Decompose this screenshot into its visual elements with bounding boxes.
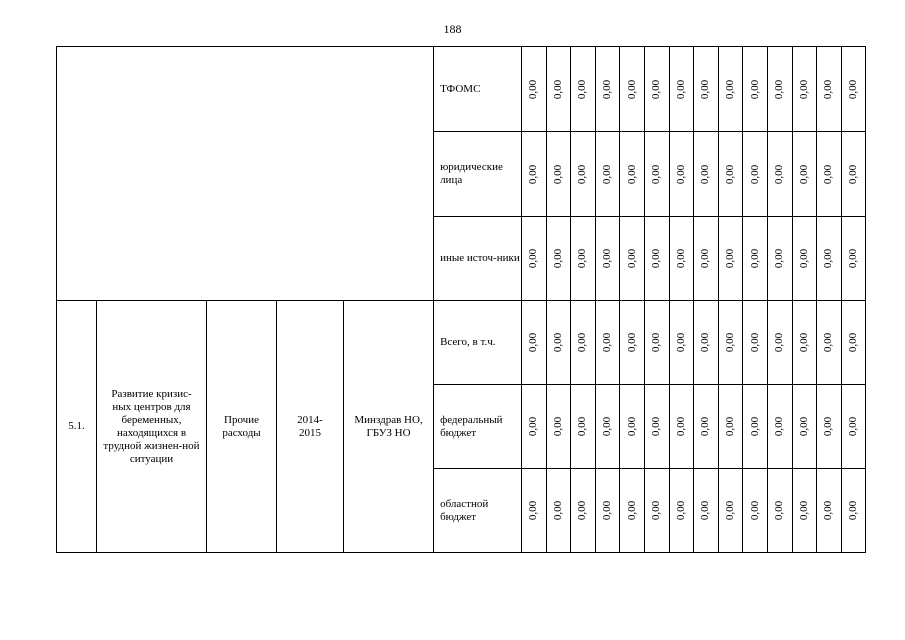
value-cell	[571, 301, 596, 385]
value-text: 0,00	[797, 332, 810, 353]
value-text: 0,00	[773, 248, 786, 269]
value-text: 0,00	[551, 248, 564, 269]
value-text: 0,00	[527, 416, 540, 437]
value-text: 0,00	[773, 332, 786, 353]
item-number-cell: 5.1.	[57, 301, 97, 553]
executor-cell: Минздрав НО, ГБУЗ НО	[344, 301, 434, 553]
value-cell	[694, 132, 719, 217]
value-text: 0,00	[674, 500, 687, 521]
value-text: 0,00	[551, 79, 564, 99]
value-text: 0,00	[699, 79, 712, 99]
value-text: 0,00	[625, 500, 638, 521]
value-text: 0,00	[773, 79, 786, 99]
funding-source-cell: иные источ-ники	[434, 217, 522, 301]
value-text: 0,00	[748, 500, 761, 521]
value-text: 0,00	[773, 416, 786, 437]
value-text: 0,00	[625, 416, 638, 437]
value-text: 0,00	[748, 79, 761, 99]
value-cell	[718, 217, 743, 301]
value-cell	[792, 47, 817, 132]
value-cell	[620, 217, 645, 301]
value-cell	[694, 385, 719, 469]
value-cell	[792, 385, 817, 469]
value-cell	[743, 469, 768, 553]
value-text: 0,00	[847, 500, 860, 521]
value-text: 0,00	[822, 79, 835, 99]
value-text: 0,00	[797, 79, 810, 99]
value-text: 0,00	[551, 164, 564, 184]
value-text: 0,00	[527, 500, 540, 521]
value-cell	[546, 385, 571, 469]
value-text: 0,00	[601, 500, 614, 521]
value-cell	[522, 47, 547, 132]
funding-table	[56, 46, 866, 553]
value-text: 0,00	[601, 416, 614, 437]
value-cell	[768, 217, 793, 301]
value-text: 0,00	[674, 416, 687, 437]
value-cell	[669, 385, 694, 469]
value-text: 0,00	[748, 332, 761, 353]
value-cell	[841, 469, 866, 553]
value-cell	[546, 469, 571, 553]
value-cell	[841, 47, 866, 132]
value-text: 0,00	[699, 416, 712, 437]
value-cell	[522, 132, 547, 217]
value-text: 0,00	[650, 332, 663, 353]
page-number: 188	[443, 22, 462, 36]
value-cell	[768, 132, 793, 217]
value-text: 0,00	[748, 248, 761, 269]
value-cell	[522, 217, 547, 301]
value-cell	[743, 132, 768, 217]
value-text: 0,00	[797, 416, 810, 437]
value-text: 0,00	[674, 248, 687, 269]
value-cell	[522, 301, 547, 385]
value-text: 0,00	[674, 79, 687, 99]
value-text: 0,00	[576, 332, 589, 353]
value-text: 0,00	[674, 332, 687, 353]
value-cell	[743, 385, 768, 469]
value-cell	[595, 385, 620, 469]
value-cell	[620, 385, 645, 469]
value-text: 0,00	[601, 332, 614, 353]
value-cell	[841, 132, 866, 217]
value-text: 0,00	[847, 248, 860, 269]
value-cell	[645, 217, 670, 301]
funding-source-cell: федеральный бюджет	[434, 385, 522, 469]
value-text: 0,00	[847, 79, 860, 99]
value-text: 0,00	[822, 416, 835, 437]
value-cell	[645, 47, 670, 132]
value-cell	[546, 47, 571, 132]
value-text: 0,00	[674, 164, 687, 184]
value-text: 0,00	[773, 164, 786, 184]
value-cell	[669, 217, 694, 301]
value-cell	[817, 301, 842, 385]
value-cell	[792, 132, 817, 217]
value-cell	[768, 301, 793, 385]
value-cell	[817, 385, 842, 469]
value-cell	[718, 469, 743, 553]
value-text: 0,00	[625, 79, 638, 99]
value-text: 0,00	[625, 164, 638, 184]
value-cell	[571, 217, 596, 301]
value-text: 0,00	[650, 248, 663, 269]
value-cell	[768, 47, 793, 132]
value-text: 0,00	[822, 500, 835, 521]
value-text: 0,00	[551, 500, 564, 521]
value-cell	[645, 132, 670, 217]
funding-source-cell: областной бюджет	[434, 469, 522, 553]
value-text: 0,00	[847, 164, 860, 184]
value-cell	[841, 385, 866, 469]
value-cell	[595, 47, 620, 132]
funding-source-cell: Всего, в т.ч.	[434, 301, 522, 385]
table-row	[57, 47, 866, 132]
value-cell	[620, 132, 645, 217]
value-cell	[669, 132, 694, 217]
value-text: 0,00	[748, 416, 761, 437]
value-text: 0,00	[699, 248, 712, 269]
value-text: 0,00	[527, 164, 540, 184]
value-cell	[595, 217, 620, 301]
table-row	[57, 301, 866, 385]
value-text: 0,00	[699, 500, 712, 521]
value-text: 0,00	[724, 332, 737, 353]
value-text: 0,00	[601, 164, 614, 184]
value-text: 0,00	[797, 500, 810, 521]
value-cell	[743, 301, 768, 385]
value-cell	[546, 132, 571, 217]
value-text: 0,00	[847, 332, 860, 353]
value-text: 0,00	[576, 79, 589, 99]
value-text: 0,00	[576, 248, 589, 269]
value-cell	[718, 132, 743, 217]
value-text: 0,00	[650, 79, 663, 99]
value-cell	[645, 385, 670, 469]
value-cell	[645, 301, 670, 385]
value-cell	[768, 469, 793, 553]
value-cell	[571, 385, 596, 469]
value-cell	[595, 301, 620, 385]
value-text: 0,00	[699, 332, 712, 353]
value-text: 0,00	[699, 164, 712, 184]
value-text: 0,00	[797, 248, 810, 269]
blank-merged-cell	[57, 47, 434, 301]
value-cell	[792, 217, 817, 301]
value-cell	[546, 217, 571, 301]
value-cell	[768, 385, 793, 469]
value-cell	[669, 301, 694, 385]
period-cell: 2014-2015	[277, 301, 344, 553]
value-cell	[645, 469, 670, 553]
value-cell	[718, 385, 743, 469]
value-cell	[817, 132, 842, 217]
value-text: 0,00	[625, 332, 638, 353]
value-text: 0,00	[625, 248, 638, 269]
value-text: 0,00	[797, 164, 810, 184]
value-cell	[743, 47, 768, 132]
value-cell	[817, 469, 842, 553]
value-cell	[669, 47, 694, 132]
value-text: 0,00	[601, 79, 614, 99]
value-text: 0,00	[576, 500, 589, 521]
value-text: 0,00	[822, 164, 835, 184]
value-text: 0,00	[773, 500, 786, 521]
value-text: 0,00	[650, 164, 663, 184]
value-cell	[571, 469, 596, 553]
value-cell	[620, 47, 645, 132]
value-cell	[522, 469, 547, 553]
value-text: 0,00	[724, 248, 737, 269]
value-text: 0,00	[748, 164, 761, 184]
value-cell	[571, 132, 596, 217]
value-cell	[841, 217, 866, 301]
value-cell	[792, 469, 817, 553]
value-cell	[718, 47, 743, 132]
value-text: 0,00	[551, 332, 564, 353]
value-text: 0,00	[576, 416, 589, 437]
value-cell	[718, 301, 743, 385]
value-text: 0,00	[724, 79, 737, 99]
value-cell	[694, 217, 719, 301]
value-cell	[841, 301, 866, 385]
value-text: 0,00	[822, 332, 835, 353]
value-text: 0,00	[601, 248, 614, 269]
item-name-cell: Развитие кризис-ных центров для беременных, находящихся в трудной жизнен-ной ситуации	[97, 301, 207, 553]
value-cell	[571, 47, 596, 132]
value-cell	[620, 301, 645, 385]
value-text: 0,00	[724, 500, 737, 521]
value-cell	[743, 217, 768, 301]
value-text: 0,00	[527, 248, 540, 269]
funding-source-cell: юридические лица	[434, 132, 522, 217]
value-text: 0,00	[650, 416, 663, 437]
value-text: 0,00	[576, 164, 589, 184]
value-cell	[694, 469, 719, 553]
value-text: 0,00	[527, 79, 540, 99]
value-cell	[669, 469, 694, 553]
value-cell	[620, 469, 645, 553]
value-text: 0,00	[650, 500, 663, 521]
value-cell	[546, 301, 571, 385]
value-text: 0,00	[847, 416, 860, 437]
value-cell	[817, 47, 842, 132]
value-cell	[817, 217, 842, 301]
value-text: 0,00	[551, 416, 564, 437]
value-text: 0,00	[822, 248, 835, 269]
value-cell	[595, 469, 620, 553]
value-text: 0,00	[724, 416, 737, 437]
value-text: 0,00	[527, 332, 540, 353]
value-cell	[522, 385, 547, 469]
value-cell	[792, 301, 817, 385]
value-cell	[694, 47, 719, 132]
funding-source-cell: ТФОМС	[434, 47, 522, 132]
value-cell	[694, 301, 719, 385]
value-cell	[595, 132, 620, 217]
value-text: 0,00	[724, 164, 737, 184]
expense-type-cell: Прочие расходы	[207, 301, 277, 553]
